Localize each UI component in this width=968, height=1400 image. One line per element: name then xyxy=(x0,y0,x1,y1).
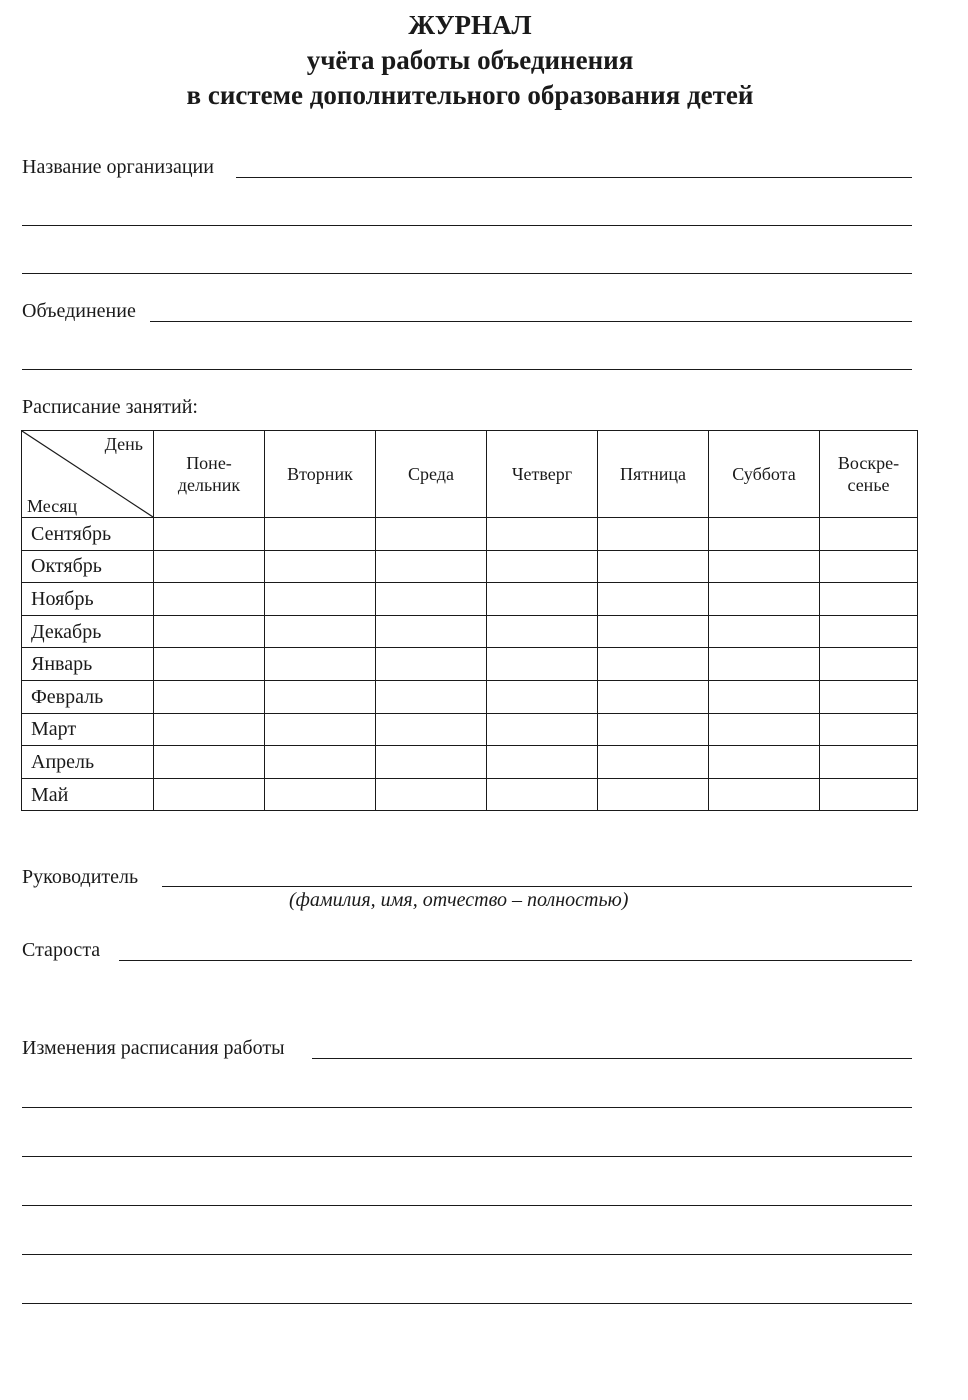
table-row xyxy=(22,680,918,713)
changes-input-line-2[interactable] xyxy=(22,1107,912,1108)
schedule-cell[interactable] xyxy=(376,583,487,616)
day-header-wednesday: Среда xyxy=(376,431,487,518)
schedule-cell[interactable] xyxy=(598,648,709,681)
schedule-cell[interactable] xyxy=(265,550,376,583)
organization-input-line-3[interactable] xyxy=(22,273,912,274)
schedule-cell[interactable] xyxy=(154,746,265,779)
organization-label: Название организации xyxy=(22,156,214,178)
schedule-cell[interactable] xyxy=(598,680,709,713)
schedule-cell[interactable] xyxy=(709,746,820,779)
day-header-thursday: Четверг xyxy=(487,431,598,518)
schedule-cell[interactable] xyxy=(376,550,487,583)
leader-input-line[interactable] xyxy=(162,886,912,887)
schedule-cell[interactable] xyxy=(265,680,376,713)
day-header-sunday: Воскре- сенье xyxy=(820,431,918,518)
month-label: Апрель xyxy=(22,746,154,779)
association-input-line-1[interactable] xyxy=(150,321,912,322)
schedule-cell[interactable] xyxy=(709,713,820,746)
title-line-2: учёта работы объединения xyxy=(306,45,634,75)
corner-cell xyxy=(22,431,154,518)
schedule-cell[interactable] xyxy=(154,615,265,648)
schedule-cell[interactable] xyxy=(154,778,265,811)
schedule-cell[interactable] xyxy=(265,518,376,551)
schedule-cell[interactable] xyxy=(487,615,598,648)
headman-label: Староста xyxy=(22,939,101,961)
schedule-cell[interactable] xyxy=(820,615,918,648)
schedule-cell[interactable] xyxy=(376,518,487,551)
headman-input-line[interactable] xyxy=(119,960,912,961)
schedule-cell[interactable] xyxy=(709,778,820,811)
schedule-cell[interactable] xyxy=(376,680,487,713)
month-label: Январь xyxy=(22,648,154,681)
schedule-cell[interactable] xyxy=(598,615,709,648)
schedule-header-row xyxy=(22,431,918,518)
schedule-cell[interactable] xyxy=(598,713,709,746)
schedule-cell[interactable] xyxy=(709,680,820,713)
title-line-3: в системе дополнительного образования детей xyxy=(186,80,754,110)
changes-label: Изменения расписания работы xyxy=(22,1037,285,1059)
schedule-cell[interactable] xyxy=(487,550,598,583)
schedule-cell[interactable] xyxy=(820,648,918,681)
changes-input-line-1[interactable] xyxy=(312,1058,912,1059)
schedule-cell[interactable] xyxy=(487,778,598,811)
schedule-cell[interactable] xyxy=(265,746,376,779)
schedule-cell[interactable] xyxy=(154,680,265,713)
schedule-cell[interactable] xyxy=(487,746,598,779)
title-line-1: ЖУРНАЛ xyxy=(408,10,532,40)
schedule-cell[interactable] xyxy=(598,746,709,779)
schedule-cell[interactable] xyxy=(376,615,487,648)
month-label: Май xyxy=(22,778,154,811)
month-label: Сентябрь xyxy=(22,518,154,551)
schedule-cell[interactable] xyxy=(820,518,918,551)
schedule-cell[interactable] xyxy=(487,648,598,681)
month-label: Ноябрь xyxy=(22,583,154,616)
schedule-cell[interactable] xyxy=(265,615,376,648)
organization-input-line-1[interactable] xyxy=(236,177,912,178)
schedule-table xyxy=(21,430,918,811)
month-label: Декабрь xyxy=(22,615,154,648)
schedule-cell[interactable] xyxy=(709,648,820,681)
schedule-cell[interactable] xyxy=(820,680,918,713)
schedule-cell[interactable] xyxy=(709,615,820,648)
schedule-cell[interactable] xyxy=(376,746,487,779)
schedule-cell[interactable] xyxy=(820,746,918,779)
schedule-cell[interactable] xyxy=(487,680,598,713)
schedule-cell[interactable] xyxy=(487,583,598,616)
table-row xyxy=(22,648,918,681)
table-row xyxy=(22,746,918,779)
schedule-cell[interactable] xyxy=(487,518,598,551)
schedule-cell[interactable] xyxy=(376,778,487,811)
organization-input-line-2[interactable] xyxy=(22,225,912,226)
table-row xyxy=(22,615,918,648)
changes-input-line-6[interactable] xyxy=(22,1303,912,1304)
schedule-cell[interactable] xyxy=(598,550,709,583)
day-header-monday: Поне- дельник xyxy=(154,431,265,518)
schedule-cell[interactable] xyxy=(709,518,820,551)
table-row xyxy=(22,713,918,746)
changes-input-line-3[interactable] xyxy=(22,1156,912,1157)
day-header-tuesday: Вторник xyxy=(265,431,376,518)
schedule-cell[interactable] xyxy=(709,583,820,616)
schedule-cell[interactable] xyxy=(487,713,598,746)
schedule-cell[interactable] xyxy=(820,713,918,746)
leader-label: Руководитель xyxy=(22,866,139,888)
schedule-cell[interactable] xyxy=(376,713,487,746)
schedule-cell[interactable] xyxy=(265,648,376,681)
corner-month-label: Месяц xyxy=(27,496,78,516)
table-row xyxy=(22,778,918,811)
day-header-friday: Пятница xyxy=(598,431,709,518)
schedule-cell[interactable] xyxy=(598,583,709,616)
month-label: Март xyxy=(22,713,154,746)
changes-input-line-4[interactable] xyxy=(22,1205,912,1206)
schedule-cell[interactable] xyxy=(376,648,487,681)
association-label: Объединение xyxy=(22,300,136,322)
schedule-cell[interactable] xyxy=(154,583,265,616)
schedule-cell[interactable] xyxy=(820,583,918,616)
changes-input-line-5[interactable] xyxy=(22,1254,912,1255)
day-header-saturday: Суббота xyxy=(709,431,820,518)
schedule-cell[interactable] xyxy=(598,518,709,551)
schedule-cell[interactable] xyxy=(265,713,376,746)
leader-hint: (фамилия, имя, отчество – полностью) xyxy=(289,889,629,911)
schedule-cell[interactable] xyxy=(154,518,265,551)
schedule-label: Расписание занятий: xyxy=(22,396,198,418)
table-row xyxy=(22,550,918,583)
schedule-cell[interactable] xyxy=(820,550,918,583)
month-label: Октябрь xyxy=(22,550,154,583)
corner-day-label: День xyxy=(104,434,143,454)
table-row xyxy=(22,583,918,616)
month-label: Февраль xyxy=(22,680,154,713)
schedule-cell[interactable] xyxy=(154,648,265,681)
schedule-cell[interactable] xyxy=(265,583,376,616)
schedule-cell[interactable] xyxy=(709,550,820,583)
schedule-cell[interactable] xyxy=(265,778,376,811)
schedule-cell[interactable] xyxy=(820,778,918,811)
schedule-cell[interactable] xyxy=(154,550,265,583)
table-row xyxy=(22,518,918,551)
schedule-cell[interactable] xyxy=(154,713,265,746)
document-title xyxy=(0,8,940,113)
association-input-line-2[interactable] xyxy=(22,369,912,370)
schedule-cell[interactable] xyxy=(598,778,709,811)
